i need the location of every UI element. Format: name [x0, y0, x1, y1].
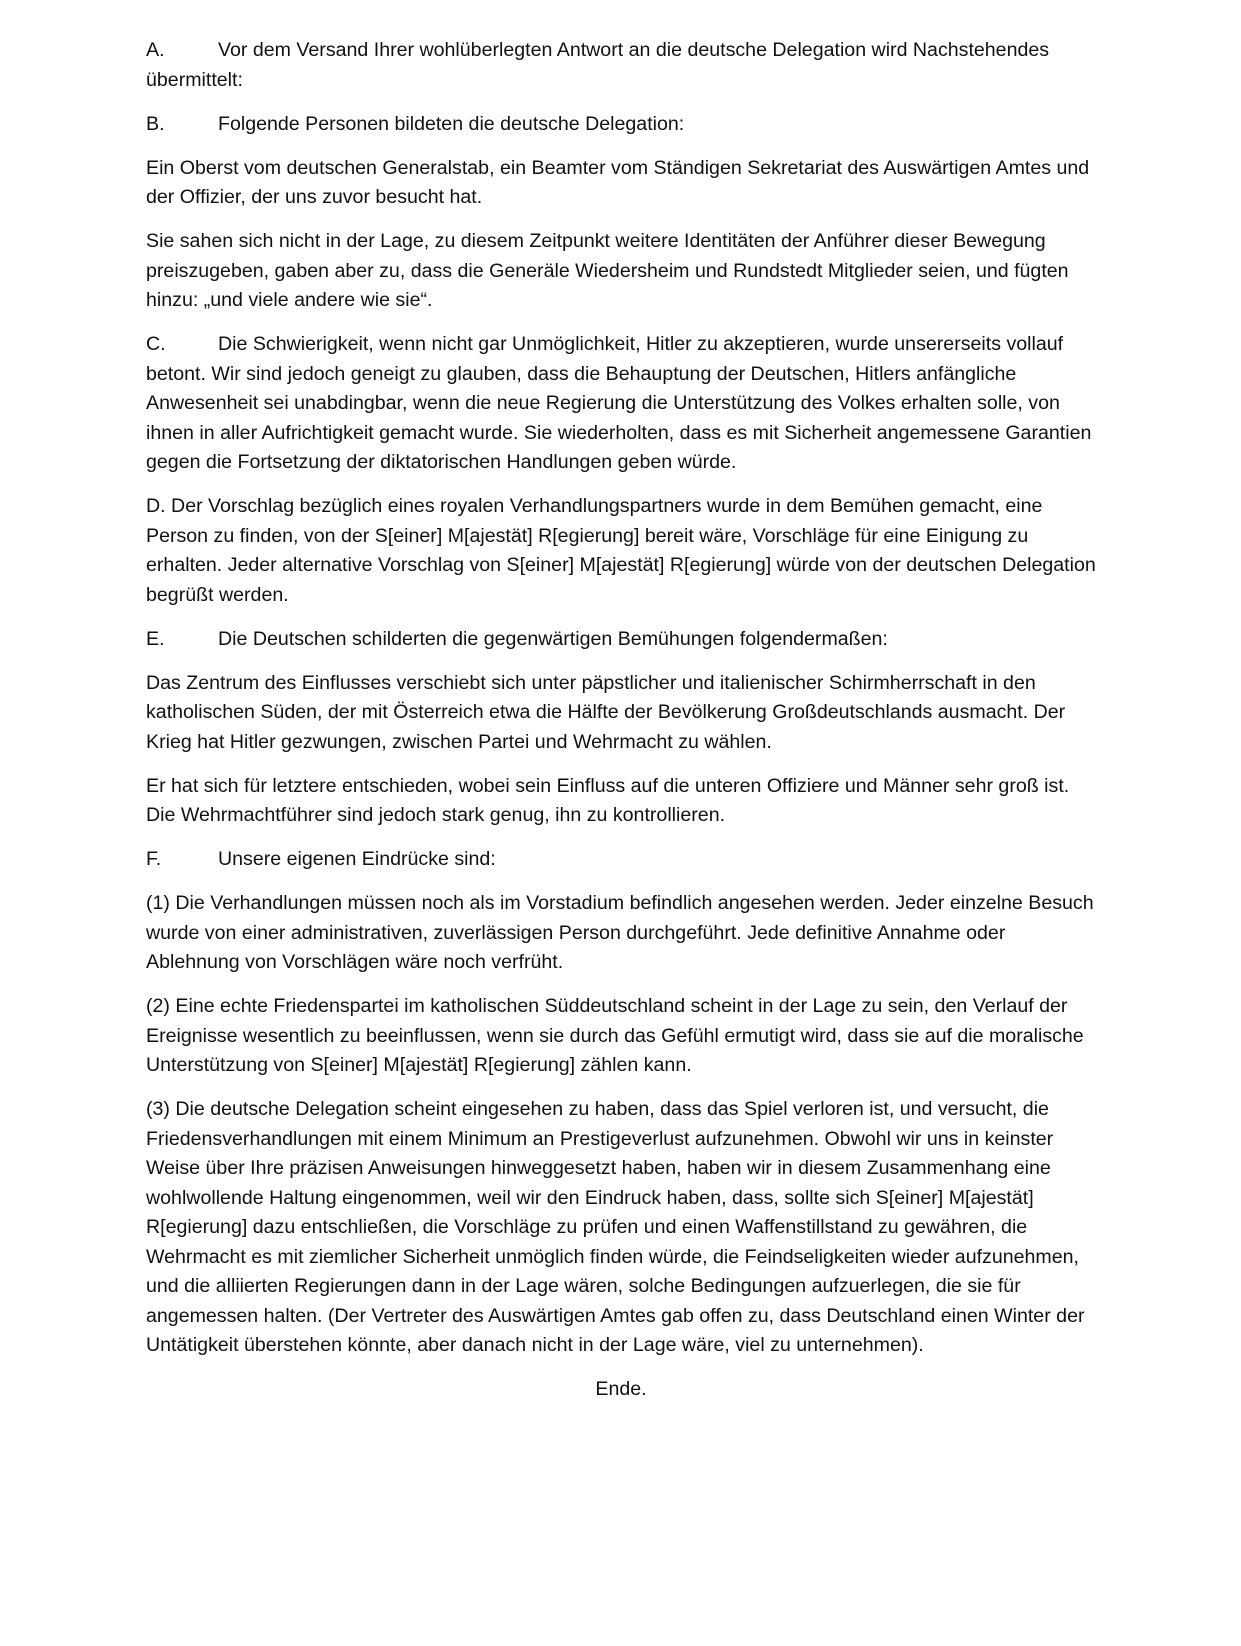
paragraph-text: Folgende Personen bildeten die deutsche Delegation: — [218, 112, 685, 135]
paragraph-label: E. — [146, 627, 165, 650]
paragraph-label: B. — [146, 112, 165, 135]
paragraph-text: Die Deutschen schilderten die gegenwärtigen Bemühungen folgendermaßen: — [218, 627, 888, 650]
paragraph-label: C. — [146, 333, 166, 355]
paragraph-a — [146, 36, 1096, 95]
paragraph-wehrmacht — [146, 772, 1096, 831]
paragraph-text: (2) Eine echte Friedenspartei im katholischen Süddeutschland scheint in der Lage zu sein, den Verlauf der Ereignisse wesentlich zu beeinflussen, wenn sie durch das Gefühl ermutigt wird, dass sie auf die moralische Unterstützung von S[einer] M[ajestät] R[egierung] zählen kann. — [146, 995, 1084, 1076]
paragraph-influence-center — [146, 669, 1096, 758]
paragraph-impression-3 — [146, 1095, 1096, 1361]
paragraph-c — [146, 330, 1096, 478]
paragraph-impression-2 — [146, 992, 1096, 1081]
paragraph-text: Unsere eigenen Eindrücke sind: — [218, 848, 496, 870]
paragraph-impression-1 — [146, 889, 1096, 978]
paragraph-identities — [146, 227, 1096, 316]
paragraph-text: Das Zentrum des Einflusses verschiebt sich unter päpstlicher und italienischer Schirmherrschaft in den katholischen Süden, der mit Österreich etwa die Hälfte der Bevölkerung Großdeutschlands ausmacht. Der Krieg hat Hitler gezwungen, zwischen Partei und Wehrmacht zu wählen. — [146, 671, 1066, 753]
paragraph-b — [146, 110, 1096, 140]
paragraph-d — [146, 492, 1096, 610]
closing-text: Ende. — [595, 1378, 647, 1400]
paragraph-label: F. — [146, 848, 162, 870]
document-page — [146, 36, 1096, 1419]
paragraph-e — [146, 625, 1096, 655]
paragraph-f — [146, 845, 1096, 875]
paragraph-text: Sie sahen sich nicht in der Lage, zu diesem Zeitpunkt weitere Identitäten der Anführer dieser Bewegung preiszugeben, gaben aber zu, dass die Generäle Wiedersheim und Rundstedt Mitglieder seien, und fügten hinzu: „und viele andere wie sie“. — [146, 230, 1069, 311]
paragraph-text: Er hat sich für letztere entschieden, wobei sein Einfluss auf die unteren Offiziere und Männer sehr groß ist. Die Wehrmachtführer sind jedoch stark genug, ihn zu kontrollieren. — [146, 774, 1070, 826]
paragraph-text: (3) Die deutsche Delegation scheint eingesehen zu haben, dass das Spiel verloren ist, und versucht, die Friedensverhandlungen mit einem Minimum an Prestigeverlust aufzunehmen. Obwohl wir uns in keinster Weise über Ihre präzisen Anweisungen hinweggesetzt haben, haben wir in diesem Zusammenhang eine wohlwollende Haltung eingenommen, weil wir den Eindruck haben, dass, sollte sich S[einer] M[ajestät] R[egierung] dazu entschließen, die Vorschläge zu prüfen und einen Waffenstillstand zu gewähren, die Wehrmacht es mit ziemlicher Sicherheit unmöglich finden würde, die Feindseligkeiten wieder aufzunehmen, und die alliierten Regierungen dann in der Lage wären, solche Bedingungen aufzuerlegen, die sie für angemessen halten. (Der Vertreter des Auswärtigen Amtes gab offen zu, dass Deutschland einen Winter der Untätigkeit überstehen könnte, aber danach nicht in der Lage wäre, viel zu unternehmen). — [146, 1098, 1085, 1356]
paragraph-text: D. Der Vorschlag bezüglich eines royalen Verhandlungspartners wurde in dem Bemühen gemacht, eine Person zu finden, von der S[einer] M[ajestät] R[egierung] bereit wäre, Vorschläge für eine Einigung zu erhalten. Jeder alternative Vorschlag von S[einer] M[ajestät] R[egierung] würde von der deutschen Delegation begrüßt werden. — [146, 495, 1096, 606]
paragraph-text: Vor dem Versand Ihrer wohlüberlegten Antwort an die deutsche Delegation wird Nachstehendes übermittelt: — [146, 39, 1050, 91]
paragraph-text: (1) Die Verhandlungen müssen noch als im Vorstadium befindlich angesehen werden. Jeder einzelne Besuch wurde von einer administrativen, zuverlässigen Person durchgeführt. Jede definitive Annahme oder Ablehnung von Vorschlägen wäre noch verfrüht. — [146, 892, 1094, 973]
paragraph-label: A. — [146, 39, 165, 61]
paragraph-text: Die Schwierigkeit, wenn nicht gar Unmöglichkeit, Hitler zu akzeptieren, wurde unsererseits vollauf betont. Wir sind jedoch geneigt zu glauben, dass die Behauptung der Deutschen, Hitlers anfängliche Anwesenheit sei unabdingbar, wenn die neue Regierung die Unterstützung des Volkes erhalten solle, von ihnen in aller Aufrichtigkeit gemacht wurde. Sie wiederholten, dass es mit Sicherheit angemessene Garantien gegen die Fortsetzung der diktatorischen Handlungen geben würde. — [146, 333, 1092, 473]
paragraph-delegation-members — [146, 154, 1096, 213]
paragraph-text: Ein Oberst vom deutschen Generalstab, ein Beamter vom Ständigen Sekretariat des Auswärtigen Amtes und der Offizier, der uns zuvor besucht hat. — [146, 156, 1090, 208]
